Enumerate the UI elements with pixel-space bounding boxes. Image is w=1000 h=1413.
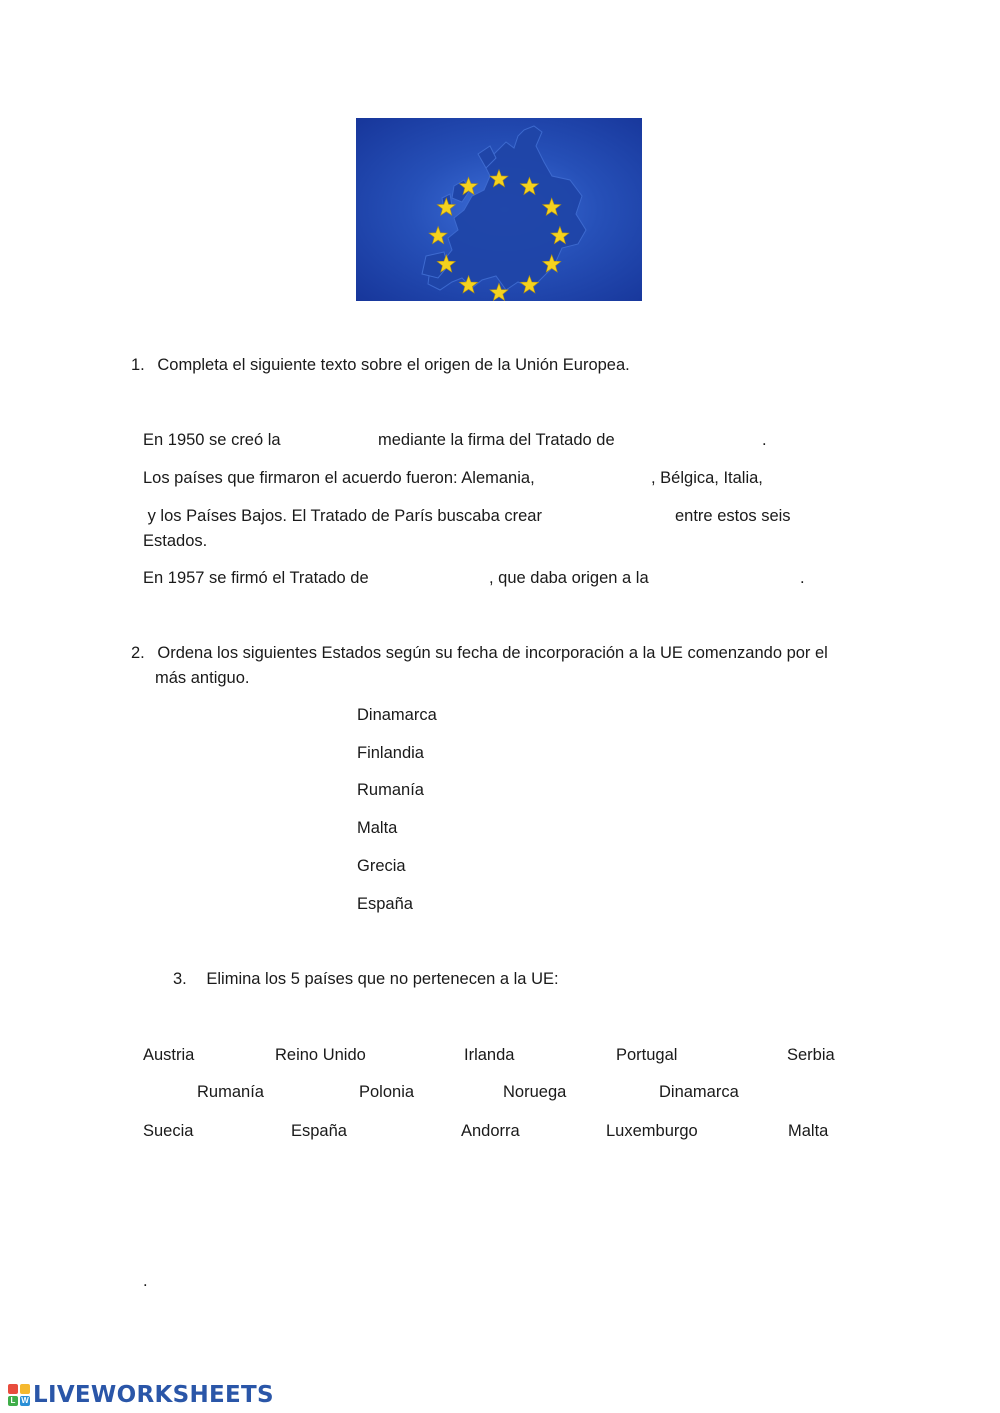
section1-instruction: Completa el siguiente texto sobre el origen de la Unión Europea. [157, 356, 630, 374]
blank-field[interactable] [376, 568, 486, 588]
star-icon [437, 198, 455, 215]
country-item[interactable]: Dinamarca [659, 1083, 739, 1101]
country-item[interactable]: Polonia [359, 1083, 415, 1101]
logo-blocks-icon: L W [8, 1384, 30, 1406]
section1-heading [131, 356, 630, 376]
state-item[interactable]: Grecia [357, 857, 406, 875]
country-item[interactable]: Austria [143, 1046, 195, 1064]
country-item[interactable]: Irlanda [464, 1046, 515, 1064]
section1-number: 1. [131, 356, 145, 374]
country-item[interactable]: Serbia [787, 1046, 835, 1064]
s1-line5-b: , que daba origen a la [489, 569, 649, 587]
europe-map-icon [356, 118, 642, 301]
country-item[interactable]: Luxemburgo [606, 1122, 698, 1140]
state-item[interactable]: Malta [357, 819, 398, 837]
state-item[interactable]: Dinamarca [357, 706, 437, 724]
section3-number: 3. [173, 970, 187, 988]
s1-line4: Estados. [143, 532, 208, 550]
blank-field[interactable] [654, 568, 796, 588]
country-item[interactable]: Andorra [461, 1122, 520, 1140]
liveworksheets-logo [8, 1382, 274, 1408]
s1-line5-a: En 1957 se firmó el Tratado de [143, 569, 369, 587]
s1-line3-a: y los Países Bajos. El Tratado de París buscaba crear [143, 507, 542, 525]
section2-instruction-line1: Ordena los siguientes Estados según su fecha de incorporación a la UE comenzando por el [157, 644, 828, 662]
state-item[interactable]: Rumanía [357, 781, 424, 799]
state-item[interactable]: España [357, 895, 413, 913]
s1-line5-c: . [800, 569, 805, 587]
s1-line1-a: En 1950 se creó la [143, 431, 281, 449]
blank-field[interactable] [630, 430, 758, 450]
country-item[interactable]: Portugal [616, 1046, 678, 1064]
brand-name: LIVEWORKSHEETS [33, 1382, 274, 1408]
section3-instruction: Elimina los 5 países que no pertenecen a la UE: [206, 970, 559, 988]
country-item[interactable]: España [291, 1122, 347, 1140]
country-item[interactable]: Suecia [143, 1122, 194, 1140]
s1-line2-b: , Bélgica, Italia, [651, 469, 763, 487]
section2-number: 2. [131, 644, 145, 662]
blank-field[interactable] [282, 430, 374, 450]
star-icon [429, 227, 447, 244]
country-item[interactable]: Noruega [503, 1083, 567, 1101]
state-item[interactable]: Finlandia [357, 744, 424, 762]
section2-heading [131, 644, 828, 664]
country-item[interactable]: Rumanía [197, 1083, 264, 1101]
s1-line1-b: mediante la firma del Tratado de [378, 431, 615, 449]
trailing-dot: . [143, 1272, 148, 1290]
section3-heading [173, 970, 559, 990]
s1-line3-b: entre estos seis [675, 507, 791, 525]
eu-flag-image [356, 118, 642, 301]
section2-instruction-line2: más antiguo. [155, 669, 250, 687]
blank-field[interactable] [538, 506, 670, 526]
country-item[interactable]: Malta [788, 1122, 829, 1140]
country-item[interactable]: Reino Unido [275, 1046, 366, 1064]
s1-line1-c: . [762, 431, 767, 449]
s1-line2-a: Los países que firmaron el acuerdo fueron: Alemania, [143, 469, 535, 487]
blank-field[interactable] [548, 468, 648, 488]
